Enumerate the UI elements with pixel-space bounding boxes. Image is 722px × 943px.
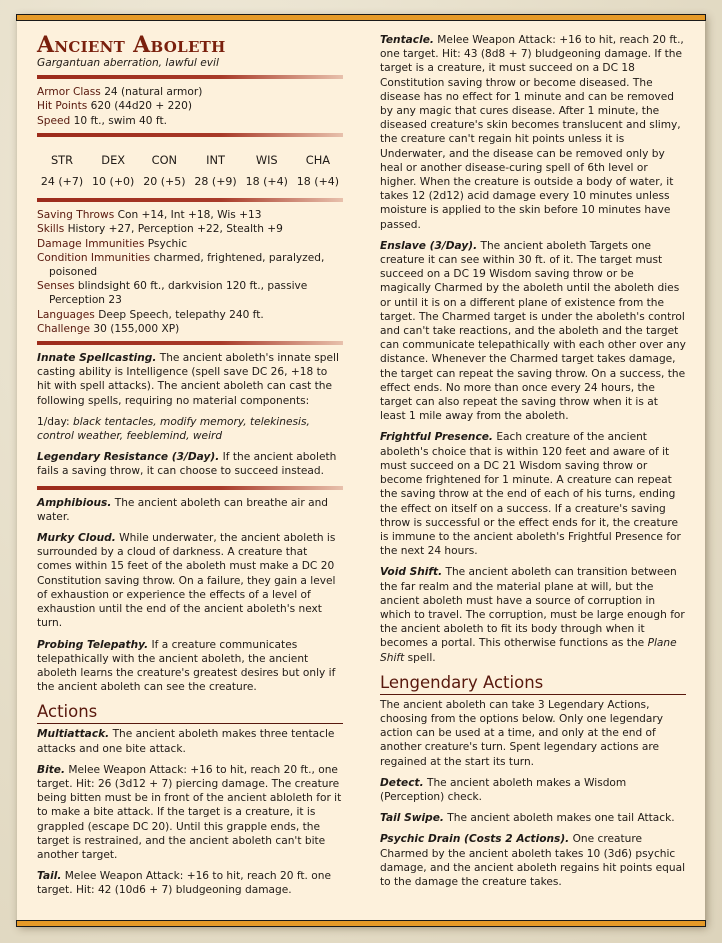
- trait-innate-spellcasting: Innate Spellcasting. The ancient aboleth's innate spell casting ability is Intelligence (spell save DC 26, +18 to hit with spell attacks). The ancient aboleth can cast the following spells, requiring no material components:: [37, 352, 339, 407]
- action-multiattack: Multiattack. The ancient aboleth makes three tentacle attacks and one bite attack.: [37, 728, 335, 755]
- skills: Skills History +27, Perception +22, Stealth +9: [37, 223, 283, 236]
- divider: [37, 133, 343, 137]
- languages: Languages Deep Speech, telepathy 240 ft.: [37, 308, 264, 321]
- right-column: [380, 33, 686, 896]
- spell-list: 1/day: black tentacles, modify memory, telekinesis, control weather, feeblemind, weird: [37, 415, 310, 443]
- actions-heading: Actions: [37, 702, 343, 724]
- trait-amphibious: Amphibious. The ancient aboleth can breathe air and water.: [37, 496, 329, 523]
- senses: Senses blindsight 60 ft., darkvision 120 ft., passive Perception 23: [37, 280, 308, 307]
- saving-throws: Saving Throws Con +14, Int +18, Wis +13: [37, 209, 262, 222]
- top-border-bar: [16, 14, 706, 21]
- action-frightful-presence: Frightful Presence. Each creature of the ancient aboleth's choice that is within 120 feet and aware of it must succeed on a DC 21 Wisdom saving throw or become frightened for 1 minute. A creature can repeat the saving throw at the end of each of his turns, ending the effect on itself on a success. If a creature's saving throw is successful or the effect ends for it, the creature is immune to the ancient aboleth's Frightful Presence for the next 24 hours.: [380, 431, 681, 558]
- hit-points: Hit Points 620 (44d20 + 220): [37, 100, 193, 113]
- condition-immunities: Condition Immunities charmed, frightened, paralyzed, poisoned: [37, 251, 325, 279]
- action-tentacle: Tentacle. Melee Weapon Attack: +16 to hit, reach 20 ft., one target. Hit: 43 (8d8 + 7) bludgeoning damage. If the target is a creature, it must succeed on a DC 18 Constitution saving throw or become diseased. The disease has no effect for 1 minute and can be removed by any magic that cures disease. After 1 minute, the diseased creature's skin becomes translucent and slimy, the creature can't regain hit points unless it is Underwater, and the disease can be removed only by heal or another disease-curing spell of 6th level or higher. When the creature is outside a body of water, it takes 12 (2d12) acid damage every 10 minutes unless moisture is applied to the skin before 10 minutes have passed.: [380, 34, 684, 231]
- legendary-action-psychic-drain: Psychic Drain (Costs 2 Actions). One creature Charmed by the ancient aboleth takes 10 (3d6) psychic damage, and the ancient aboleth regains hit points equal to the damage the creature takes.: [380, 833, 686, 888]
- trait-murky-cloud: Murky Cloud. While underwater, the ancient aboleth is surrounded by a cloud of darkness. A creature that comes within 15 feet of the aboleth must make a DC 20 Constitution saving throw. On a failure, they gain a level of exhaustion or experience the effects of a level of exhaustion until the end of the ancient aboleth's next turn.: [37, 532, 336, 630]
- legendary-action-detect: Detect. The ancient aboleth makes a Wisdom (Perception) check.: [380, 776, 627, 803]
- left-column: [37, 33, 343, 905]
- ability-scores: [37, 143, 343, 193]
- divider: [37, 198, 343, 202]
- action-void-shift: Void Shift. The ancient aboleth can transition between the far realm and the material plane at will, but the ancient aboleth must have a source of corruption in which to travel. The corruption, must be large enough for the ancient aboleth to fit its body through when it becomes a portal. This otherwise functions as the Plane Shift spell.: [380, 566, 685, 664]
- monster-name: Ancient Aboleth: [37, 32, 226, 58]
- action-bite: Bite. Melee Weapon Attack: +16 to hit, reach 20 ft., one target. Hit: 26 (3d12 + 7) piercing damage. The creature being bitten must be in front of the ancient abloleth for it to make a bite attack. If the target is a creature, it is grappled (escape DC 20). Until this grapple ends, the target is restrained, and the ancient aboleth can't bite another target.: [37, 763, 342, 861]
- stat-block: [17, 15, 705, 926]
- action-tail: Tail. Melee Weapon Attack: +16 to hit, reach 20 ft. one target. Hit: 42 (10d6 + 7) bludgeoning damage.: [37, 870, 331, 897]
- ability-cha: CHA 18 (+4): [296, 152, 340, 189]
- action-enslave: Enslave (3/Day). The ancient aboleth Targets one creature it can see within 30 ft. of it. The target must succeed on a DC 19 Wisdom saving throw or be magically Charmed by the aboleth until the aboleth dies or until it is on a different plane of existence from the target. The Charmed target is under the aboleth's control and can't take reactions, and the aboleth and the target can communicate telepathically with each other over any distance. Whenever the Charmed target takes damage, the target can repeat the saving throw. On a success, the effect ends. No more than once every 24 hours, the target can also repeat the saving throw when it is at least 1 mile away from the aboleth.: [380, 239, 686, 423]
- trait-legendary-resistance: Legendary Resistance (3/Day). If the ancient aboleth fails a saving throw, it can choose to succeed instead.: [37, 451, 337, 478]
- ability-str: STR 24 (+7): [40, 152, 84, 189]
- divider: [37, 341, 343, 345]
- divider: [37, 75, 343, 79]
- divider: [37, 486, 343, 490]
- ability-wis: WIS 18 (+4): [245, 152, 288, 189]
- armor-class: Armor Class 24 (natural armor): [37, 86, 203, 99]
- legendary-action-tail-swipe: Tail Swipe. The ancient aboleth makes one tail Attack.: [380, 812, 675, 825]
- ability-int: INT 28 (+9): [194, 152, 237, 189]
- ability-dex: DEX 10 (+0): [92, 152, 135, 189]
- legendary-actions-heading: Lengendary Actions: [380, 673, 686, 695]
- challenge: Challenge 30 (155,000 XP): [37, 322, 180, 335]
- trait-probing-telepathy: Probing Telepathy. If a creature communicates telepathically with the ancient aboleth, the ancient aboleth learns the creature's greatest desires but only if the ancient aboleth can see the creature.: [37, 638, 336, 694]
- damage-immunities: Damage Immunities Psychic: [37, 237, 188, 250]
- speed: Speed 10 ft., swim 40 ft.: [37, 114, 167, 127]
- legendary-intro: The ancient aboleth can take 3 Legendary Actions, choosing from the options below. Only one legendary action can be used at a time, and only at the end of another creature's turn. Spent legendary actions are regained at the start its turn.: [380, 698, 663, 768]
- monster-type: Gargantuan aberration, lawful evil: [37, 57, 219, 69]
- bottom-border-bar: [16, 920, 706, 927]
- ability-con: CON 20 (+5): [143, 152, 186, 189]
